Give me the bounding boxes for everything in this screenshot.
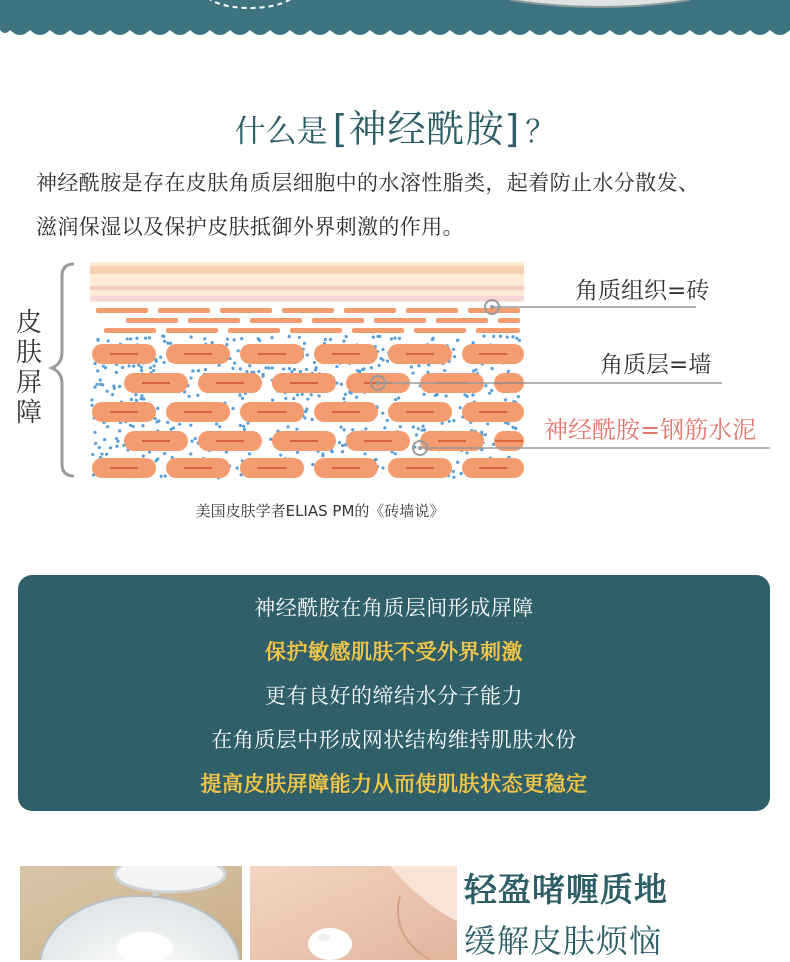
label-ceramide: 神经酰胺=钢筋水泥 — [544, 416, 757, 444]
ceramide-dot — [243, 428, 246, 431]
ceramide-dot — [411, 371, 414, 374]
ceramide-dot — [238, 394, 241, 397]
ceramide-dot — [132, 365, 135, 368]
thin-brick — [344, 308, 396, 313]
ceramide-dot — [303, 416, 306, 419]
ceramide-dot — [93, 431, 96, 434]
ceramide-dot — [99, 378, 102, 381]
ceramide-dot — [188, 395, 191, 398]
texture-subtitle: 缓解皮肤烦恼 — [464, 922, 663, 960]
ceramide-dot — [115, 437, 118, 440]
ceramide-dot — [111, 393, 114, 396]
ceramide-dot — [341, 450, 344, 453]
ceramide-dot — [144, 337, 147, 340]
ceramide-dot — [356, 369, 359, 372]
ceramide-dot — [233, 338, 236, 341]
ceramide-dot — [324, 338, 327, 341]
ceramide-dot — [104, 366, 107, 369]
ceramide-dot — [231, 367, 234, 370]
ceramide-dot — [245, 370, 248, 373]
ceramide-dot — [269, 438, 272, 441]
ceramide-dot — [140, 366, 143, 369]
ceramide-dot — [355, 396, 358, 399]
ceramide-dot — [166, 421, 169, 424]
ceramide-dot — [239, 367, 242, 370]
ceramide-dot — [166, 342, 169, 345]
label-brick: 角质组织=砖 — [575, 278, 710, 304]
ceramide-dot — [134, 393, 137, 396]
ceramide-dot — [305, 368, 308, 371]
ceramide-dot — [456, 339, 459, 342]
ceramide-dot — [152, 364, 155, 367]
info-line-5: 提高皮肤屏障能力从而使肌肤状态更稳定 — [200, 772, 588, 796]
ceramide-dot — [140, 394, 143, 397]
thin-brick — [468, 308, 520, 313]
ceramide-dot — [370, 366, 373, 369]
ceramide-dot — [265, 366, 268, 369]
ceramide-dot — [132, 425, 135, 428]
ceramide-dot — [441, 422, 444, 425]
ceramide-dot — [257, 337, 260, 340]
thin-brick — [104, 328, 156, 333]
ceramide-dot — [394, 398, 397, 401]
ceramide-dot — [306, 353, 309, 356]
thin-brick — [96, 308, 148, 313]
thin-brick — [374, 318, 426, 323]
ceramide-dot — [410, 365, 413, 368]
ceramide-dot — [164, 474, 167, 477]
ceramide-dot — [218, 425, 221, 428]
ceramide-dot — [340, 383, 343, 386]
ceramide-dot — [393, 336, 396, 339]
ceramide-dot — [286, 425, 289, 428]
ceramide-dot — [112, 384, 115, 387]
ceramide-dot — [98, 446, 101, 449]
ceramide-dot — [515, 337, 518, 340]
ceramide-dot — [149, 366, 152, 369]
info-line-2: 保护敏感肌肤不受外界刺激 — [265, 640, 523, 664]
product-jar-photo — [20, 866, 242, 960]
ceramide-dot — [397, 396, 400, 399]
ceramide-dot — [504, 398, 507, 401]
ceramide-dot — [507, 422, 510, 425]
ceramide-dot — [511, 426, 514, 429]
ceramide-dot — [159, 356, 162, 359]
ceramide-dot — [452, 348, 455, 351]
ceramide-dot — [142, 454, 145, 457]
ceramide-dot — [129, 424, 132, 427]
ceramide-dot — [155, 420, 158, 423]
ceramide-dot — [344, 393, 347, 396]
ceramide-dot — [116, 440, 119, 443]
ceramide-dot — [271, 366, 274, 369]
ceramide-dot — [115, 445, 118, 448]
ceramide-dot — [231, 407, 234, 410]
ceramide-dot — [499, 335, 502, 338]
ceramide-dot — [482, 335, 485, 338]
ceramide-dot — [296, 451, 299, 454]
label-wall: 角质层=墙 — [600, 352, 712, 378]
ceramide-dot — [453, 355, 456, 358]
ceramide-dot — [452, 470, 455, 473]
ceramide-dot — [241, 397, 244, 400]
ceramide-dot — [233, 362, 236, 365]
ceramide-dot — [364, 452, 367, 455]
ceramide-dot — [452, 476, 455, 479]
ceramide-dot — [226, 337, 229, 340]
ceramide-dot — [452, 419, 455, 422]
ceramide-dot — [313, 361, 316, 364]
ceramide-dot — [203, 337, 206, 340]
ceramide-dot — [399, 425, 402, 428]
ceramide-dot — [257, 370, 260, 373]
ceramide-dot — [381, 466, 384, 469]
ceramide-dot — [190, 335, 193, 338]
ceramide-dot — [115, 371, 118, 374]
thin-brick — [282, 308, 334, 313]
ceramide-dot — [492, 335, 495, 338]
ceramide-dot — [422, 425, 425, 428]
ceramide-dot — [376, 335, 379, 338]
ceramide-dot — [194, 437, 197, 440]
ceramide-dot — [377, 364, 380, 367]
ceramide-dot — [178, 422, 181, 425]
info-box — [18, 575, 770, 811]
intro-line-1: 神经酰胺是存在皮肤角质层细胞中的水溶性脂类，起着防止水分散发、 — [36, 171, 700, 195]
ceramide-dot — [169, 342, 172, 345]
ceramide-dot — [140, 369, 143, 372]
ceramide-dot — [135, 399, 138, 402]
ceramide-dot — [448, 420, 451, 423]
ceramide-dot — [444, 394, 447, 397]
ceramide-dot — [329, 338, 332, 341]
ceramide-dot — [106, 425, 109, 428]
ceramide-dot — [140, 397, 143, 400]
ceramide-dot — [507, 370, 510, 373]
ceramide-dot — [267, 366, 270, 369]
ceramide-dot — [126, 337, 129, 340]
ceramide-dot — [317, 394, 320, 397]
ceramide-dot — [163, 361, 166, 364]
ceramide-dot — [466, 451, 469, 454]
ceramide-dot — [311, 463, 314, 466]
ceramide-dot — [301, 393, 304, 396]
thin-brick — [290, 328, 342, 333]
ceramide-dot — [466, 395, 469, 398]
ceramide-dot — [390, 337, 393, 340]
ceramide-dot — [191, 369, 194, 372]
thin-brick — [126, 318, 178, 323]
ceramide-dot — [248, 452, 251, 455]
heading-prefix: 什么是 — [234, 114, 328, 150]
heading-keyword: [神经酰胺] — [332, 107, 521, 151]
ceramide-dot — [109, 446, 112, 449]
ceramide-dot — [511, 335, 514, 338]
info-line-4: 在角质层中形成网状结构维持肌肤水份 — [211, 728, 577, 752]
ceramide-dot — [381, 348, 384, 351]
ceramide-dot — [364, 427, 367, 430]
ceramide-dot — [121, 366, 124, 369]
ceramide-dot — [298, 336, 301, 339]
texture-title: 轻盈啫喱质地 — [464, 870, 668, 909]
ceramide-dot — [290, 370, 293, 373]
ceramide-dot — [431, 337, 434, 340]
ceramide-dot — [488, 392, 491, 395]
thin-brick — [414, 328, 466, 333]
ceramide-dot — [288, 367, 291, 370]
thin-brick — [188, 318, 240, 323]
ceramide-dot — [262, 373, 265, 376]
ceramide-dot — [381, 412, 384, 415]
ceramide-dot — [156, 407, 159, 410]
thin-brick-rows — [96, 308, 520, 333]
ceramide-dot — [127, 364, 130, 367]
ceramide-dot — [339, 426, 342, 429]
ceramide-dot — [197, 369, 200, 372]
ceramide-dot — [90, 404, 93, 407]
ceramide-dot — [434, 394, 437, 397]
ceramide-dot — [386, 419, 389, 422]
ceramide-dot — [129, 337, 132, 340]
intro-line-2: 滋润保湿以及保护皮肤抵御外界刺激的作用。 — [36, 215, 464, 239]
section-heading — [0, 98, 790, 153]
thin-brick — [250, 318, 302, 323]
ceramide-dot — [417, 427, 420, 430]
ceramide-dot — [282, 367, 285, 370]
info-line-1: 神经酰胺在角质层间形成屏障 — [254, 596, 534, 620]
ceramide-dot — [422, 393, 425, 396]
ceramide-dot — [415, 433, 418, 436]
ceramide-dot — [421, 429, 424, 432]
ceramide-dot — [152, 369, 155, 372]
diagram-caption: 美国皮肤学者ELIAS PM的《砖墙说》 — [195, 502, 445, 520]
ceramide-dot — [306, 397, 309, 400]
ceramide-dot — [215, 422, 218, 425]
ceramide-dot — [162, 335, 165, 338]
ceramide-dot — [443, 369, 446, 372]
ceramide-dot — [417, 364, 420, 367]
thin-brick — [476, 328, 520, 333]
ceramide-dot — [248, 364, 251, 367]
ceramide-dot — [518, 339, 521, 342]
ceramide-dot — [456, 461, 459, 464]
ceramide-dot — [351, 428, 354, 431]
ceramide-dot — [118, 429, 121, 432]
ceramide-dot — [292, 397, 295, 400]
ceramide-dot — [293, 368, 296, 371]
skin-barrier-bracket — [52, 264, 74, 476]
ceramide-dot — [163, 452, 166, 455]
ceramide-dot — [295, 428, 298, 431]
ceramide-dot — [471, 393, 474, 396]
ceramide-dot — [284, 397, 287, 400]
ceramide-dot — [296, 393, 299, 396]
ceramide-dot — [103, 438, 106, 441]
ceramide-dot — [105, 453, 108, 456]
ceramide-dot — [459, 406, 462, 409]
ceramide-dot — [211, 341, 214, 344]
thin-brick — [498, 318, 520, 323]
ceramide-dot — [96, 339, 99, 342]
ceramide-dot — [189, 452, 192, 455]
ceramide-dot — [386, 360, 389, 363]
ceramide-dot — [91, 453, 94, 456]
ceramide-dot — [148, 336, 151, 339]
ceramide-dot — [93, 385, 96, 388]
ceramide-dot — [96, 369, 99, 372]
ceramide-dot — [372, 335, 375, 338]
ceramide-dot — [106, 390, 109, 393]
ceramide-dot — [99, 383, 102, 386]
ceramide-dot — [343, 428, 346, 431]
ceramide-dot — [191, 439, 194, 442]
ceramide-dot — [460, 472, 463, 475]
ceramide-dot — [303, 342, 306, 345]
ceramide-dot — [341, 444, 344, 447]
ceramide-dot — [270, 336, 273, 339]
ceramide-dot — [204, 368, 207, 371]
ceramide-dot — [412, 425, 415, 428]
ceramide-dot — [517, 395, 520, 398]
ceramide-dot — [491, 367, 494, 370]
ceramide-dot — [271, 398, 274, 401]
ceramide-dot — [217, 364, 220, 367]
ceramide-dot — [484, 433, 487, 436]
ceramide-dot — [135, 337, 138, 340]
ceramide-dot — [490, 389, 493, 392]
ceramide-dot — [345, 335, 348, 338]
thin-brick — [436, 318, 488, 323]
ceramide-dot — [362, 367, 365, 370]
ceramide-dot — [246, 422, 249, 425]
ceramide-dot — [237, 349, 240, 352]
ceramide-dot — [338, 441, 341, 444]
ceramide-dot — [137, 364, 140, 367]
ceramide-dot — [486, 422, 489, 425]
ceramide-dot — [141, 424, 144, 427]
ceramide-dot — [383, 426, 386, 429]
thin-brick — [158, 308, 210, 313]
ceramide-dot — [239, 424, 242, 427]
ceramide-dot — [342, 397, 345, 400]
ceramide-dot — [196, 394, 199, 397]
ceramide-dot — [506, 336, 509, 339]
ceramide-dot — [107, 339, 110, 342]
ceramide-dot — [189, 424, 192, 427]
ceramide-dot — [100, 452, 103, 455]
ceramide-dot — [189, 376, 192, 379]
ceramide-dot — [288, 335, 291, 338]
ceramide-dot — [299, 370, 302, 373]
ceramide-dot — [225, 343, 228, 346]
ceramide-dot — [472, 370, 475, 373]
ceramide-dot — [484, 384, 487, 387]
ceramide-dot — [172, 427, 175, 430]
ceramide-dot — [240, 337, 243, 340]
cream-on-skin-photo — [250, 866, 457, 960]
thin-brick — [166, 328, 218, 333]
ceramide-dot — [130, 398, 133, 401]
info-line-3: 更有良好的缔结水分子能力 — [265, 684, 523, 708]
top-banner — [0, 0, 790, 44]
ceramide-dot — [315, 366, 318, 369]
ceramide-dot — [90, 398, 93, 401]
ceramide-dot — [514, 427, 517, 430]
thin-brick — [406, 308, 458, 313]
ceramide-dot — [118, 385, 121, 388]
ceramide-dot — [279, 453, 282, 456]
ceramide-dot — [381, 358, 384, 361]
ceramide-dot — [305, 408, 308, 411]
thin-brick — [312, 318, 364, 323]
ceramide-dot — [310, 393, 313, 396]
thin-brick — [352, 328, 404, 333]
ceramide-dot — [342, 340, 345, 343]
ceramide-dot — [160, 475, 163, 478]
ceramide-dot — [163, 340, 166, 343]
ceramide-dot — [471, 341, 474, 344]
skin-barrier-label: 皮肤屏障 — [15, 308, 42, 428]
ceramide-dot — [95, 383, 98, 386]
ceramide-dot — [335, 365, 338, 368]
thin-brick — [228, 328, 280, 333]
ceramide-dot — [154, 459, 157, 462]
ceramide-dot — [321, 454, 324, 457]
ceramide-dot — [311, 418, 314, 421]
ceramide-dot — [242, 425, 245, 428]
ceramide-dot — [398, 337, 401, 340]
heading-suffix: ？ — [525, 115, 556, 150]
ceramide-dot — [236, 466, 239, 469]
ceramide-dot — [394, 452, 397, 455]
ceramide-dot — [155, 360, 158, 363]
ceramide-dot — [94, 442, 97, 445]
ceramide-dot — [93, 362, 96, 365]
thin-brick — [220, 308, 272, 313]
